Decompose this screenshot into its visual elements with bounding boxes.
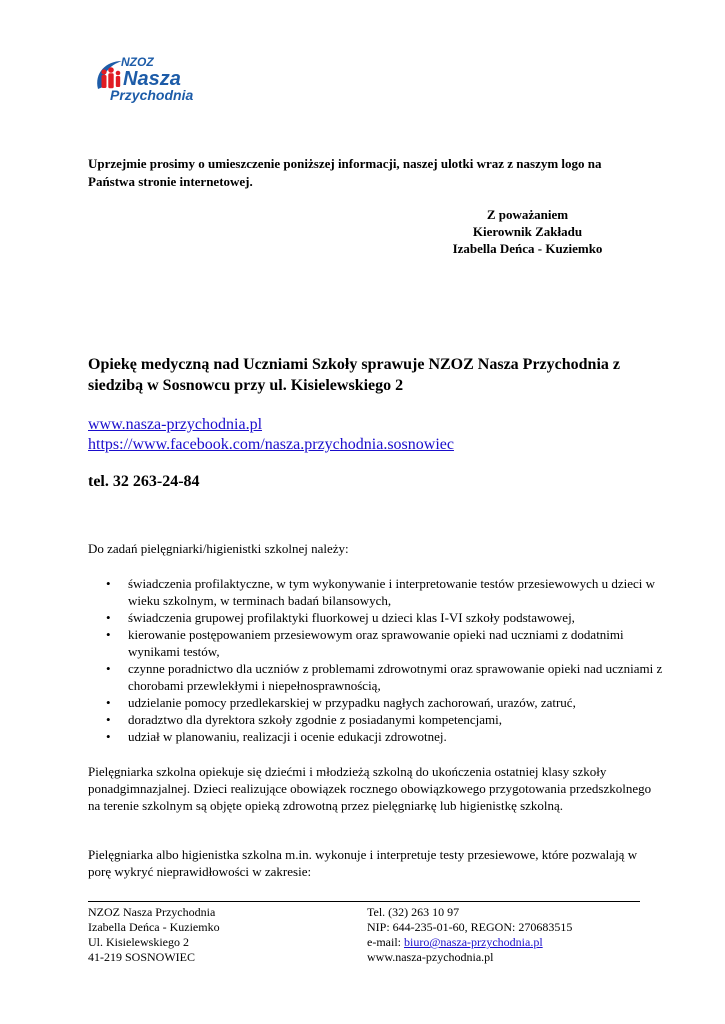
facebook-link[interactable]: https://www.facebook.com/nasza.przychodnia.sosnowiec <box>88 436 454 453</box>
footer-clinic-name: NZOZ Nasza Przychodnia <box>88 905 216 919</box>
paragraph-screening: Pielęgniarka albo higienistka szkolna m.in. wykonuje i interpretuje testy przesiewowe, które pozwalają w porę wykryć nieprawidłowości w zakresie: <box>88 847 638 879</box>
signature-greeting: Z poważaniem <box>486 207 569 222</box>
footer-phone: Tel. (32) 263 10 97 <box>367 905 460 919</box>
duties-title: Do zadań pielęgniarki/higienistki szkolnej należy: <box>88 541 349 556</box>
medical-care-heading: Opiekę medyczną nad Uczniami Szkoły sprawuje NZOZ Nasza Przychodnia z siedzibą w Sosnowcu przy ul. Kisielewskiego 2 <box>88 356 620 394</box>
clinic-logo-graphic <box>92 55 202 105</box>
footer-divider <box>88 901 640 902</box>
footer-tax-ids: NIP: 644-235-01-60, REGON: 270683515 <box>367 920 573 934</box>
clinic-logo <box>92 55 202 105</box>
footer-website: www.nasza-pzychodnia.pl <box>367 950 494 964</box>
list-item: • udzielanie pomocy przedlekarskiej w przypadku nagłych zachorowań, urazów, zatruć, <box>88 694 663 711</box>
phone-number: tel. 32 263-24-84 <box>88 473 200 490</box>
list-item: • udział w planowaniu, realizacji i ocenie edukacji zdrowotnej. <box>88 728 663 745</box>
logo-main-text: Nasza <box>123 68 181 90</box>
footer-manager-name: Izabella Deńca - Kuziemko <box>88 920 220 934</box>
footer-email-link[interactable]: biuro@nasza-przychodnia.pl <box>403 935 543 949</box>
signature-name: Izabella Deńca - Kuziemko <box>452 241 603 256</box>
signature-block <box>430 206 625 257</box>
list-item: • świadczenia profilaktyczne, w tym wykonywanie i interpretowanie testów przesiewowych u dzieci w wieku szkolnym, w terminach badań bilansowych, <box>88 575 663 609</box>
footer-street: Ul. Kisielewskiego 2 <box>88 935 189 949</box>
footer-address <box>88 905 220 965</box>
signature-role: Kierownik Zakładu <box>472 224 583 239</box>
duties-list <box>88 575 663 745</box>
logo-bottom-text: Przychodnia <box>110 87 194 103</box>
website-link[interactable]: www.nasza-przychodnia.pl <box>88 416 263 433</box>
footer-email-line <box>367 935 572 950</box>
list-item: • czynne poradnictwo dla uczniów z problemami zdrowotnymi oraz sprawowanie opieki nad uczniami z chorobami przewlekłymi i niepełnosprawnością, <box>88 660 663 694</box>
links-block <box>88 415 454 455</box>
logo-top-text: NZOZ <box>121 55 154 69</box>
footer-contact <box>367 905 572 965</box>
list-item: • świadczenia grupowej profilaktyki fluorkowej u dzieci klas I-VI szkoły podstawowej, <box>88 609 663 626</box>
footer-email-label: e-mail: <box>367 935 404 949</box>
logo-people-icon <box>101 67 120 88</box>
list-item: • kierowanie postępowaniem przesiewowym oraz sprawowanie opieki nad uczniami z dodatnimi wynikami testów, <box>88 626 663 660</box>
footer-city: 41-219 SOSNOWIEC <box>88 950 195 964</box>
intro-request: Uprzejmie prosimy o umieszczenie poniższej informacji, naszej ulotki wraz z naszym logo na Państwa stronie internetowej. <box>88 156 602 189</box>
paragraph-care-scope: Pielęgniarka szkolna opiekuje się dziećmi i młodzieżą szkolną do ukończenia ostatniej klasy szkoły ponadgimnazjalnej. Dzieci realizujące obowiązek rocznego obowiązkowego przygotowania przedszkolnego na terenie szkolnym są objęte opieką zdrowotną przez pielęgniarkę lub higienistkę szkolną. <box>88 764 652 813</box>
list-item: • doradztwo dla dyrektora szkoły zgodnie z posiadanymi kompetencjami, <box>88 711 663 728</box>
